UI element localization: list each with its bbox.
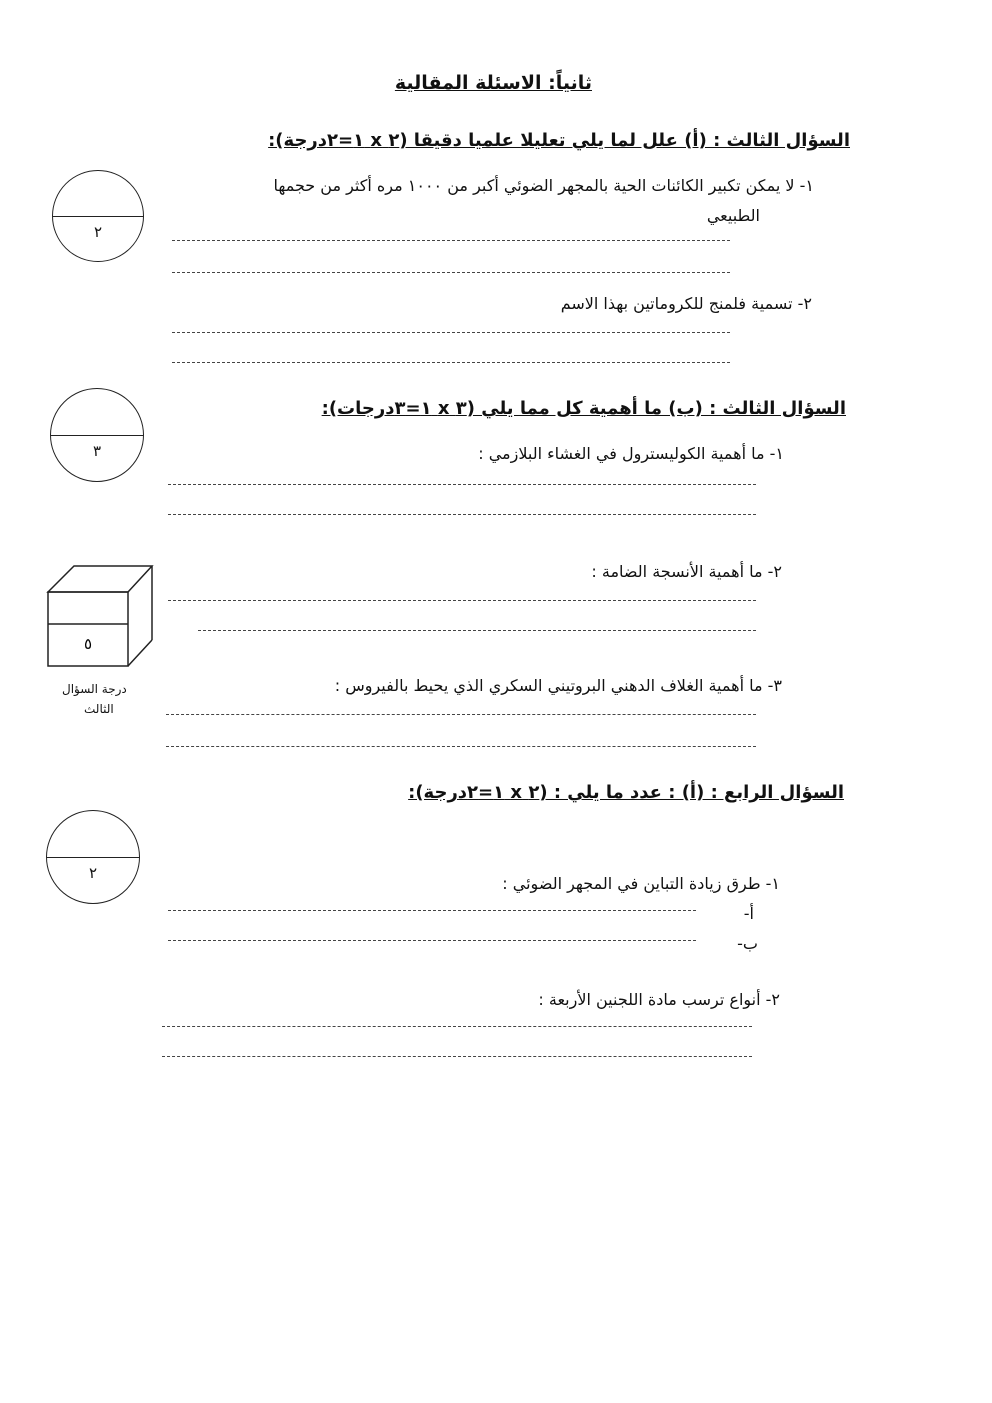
answer-line[interactable]: [166, 714, 756, 715]
q3b-item3: ٣- ما أهمية الغلاف الدهني البروتيني السكري الذي يحيط بالفيروس :: [334, 676, 782, 695]
answer-line[interactable]: [168, 600, 756, 601]
q4a-score: ٢: [88, 864, 98, 883]
answer-line[interactable]: [168, 940, 696, 941]
q3a-score: ٢: [93, 223, 103, 242]
answer-line[interactable]: [172, 332, 730, 333]
q3a-heading: السؤال الثالث : (أ) علل لما يلي تعليلا علميا دقيقا (٢ x ١=٢درجة):: [268, 130, 850, 151]
total-label-line1: درجة السؤال: [62, 682, 127, 696]
q3b-item1: ١- ما أهمية الكوليسترول في الغشاء البلازمي :: [478, 444, 784, 463]
q4a-heading: السؤال الرابع : (أ) : عدد ما يلي : (٢ x ١=٢درجة):: [408, 782, 844, 803]
q4a-item1: ١- طرق زيادة التباين في المجهر الضوئي :: [502, 874, 780, 893]
answer-line[interactable]: [168, 484, 756, 485]
q4a-item2: ٢- أنواع ترسب مادة اللجنين الأربعة :: [538, 990, 780, 1009]
q3b-item2: ٢- ما أهمية الأنسجة الضامة :: [591, 562, 782, 581]
answer-line[interactable]: [166, 746, 756, 747]
page-title: ثانياً: الاسئلة المقالية: [394, 72, 592, 94]
q3b-heading: السؤال الثالث : (ب) ما أهمية كل مما يلي (٣ x ١=٣درجات):: [321, 398, 846, 419]
answer-line[interactable]: [172, 272, 730, 273]
answer-line[interactable]: [172, 362, 730, 363]
answer-line[interactable]: [168, 910, 696, 911]
answer-line[interactable]: [168, 514, 756, 515]
q3a-item1-line2: الطبيعي: [706, 206, 760, 225]
answer-line[interactable]: [172, 240, 730, 241]
q4a-score-circle: [46, 810, 140, 904]
q3a-item2: ٢- تسمية فلمنج للكروماتين بهذا الاسم: [560, 294, 812, 313]
q3a-score-circle: [52, 170, 144, 262]
q3b-score: ٣: [92, 442, 102, 461]
answer-line[interactable]: [162, 1056, 752, 1057]
answer-line[interactable]: [198, 630, 756, 631]
q3b-score-circle: [50, 388, 144, 482]
total-score: ٥: [83, 635, 93, 653]
total-label-line2: الثالث: [84, 702, 114, 716]
q4a-sub-a: أ-: [743, 904, 754, 923]
answer-line[interactable]: [162, 1026, 752, 1027]
q3a-item1-line1: ١- لا يمكن تكبير الكائنات الحية بالمجهر الضوئي أكبر من ١٠٠٠ مره أكثر من حجمها: [273, 176, 814, 195]
q4a-sub-b: ب-: [737, 934, 758, 953]
total-score-box: [44, 562, 156, 670]
